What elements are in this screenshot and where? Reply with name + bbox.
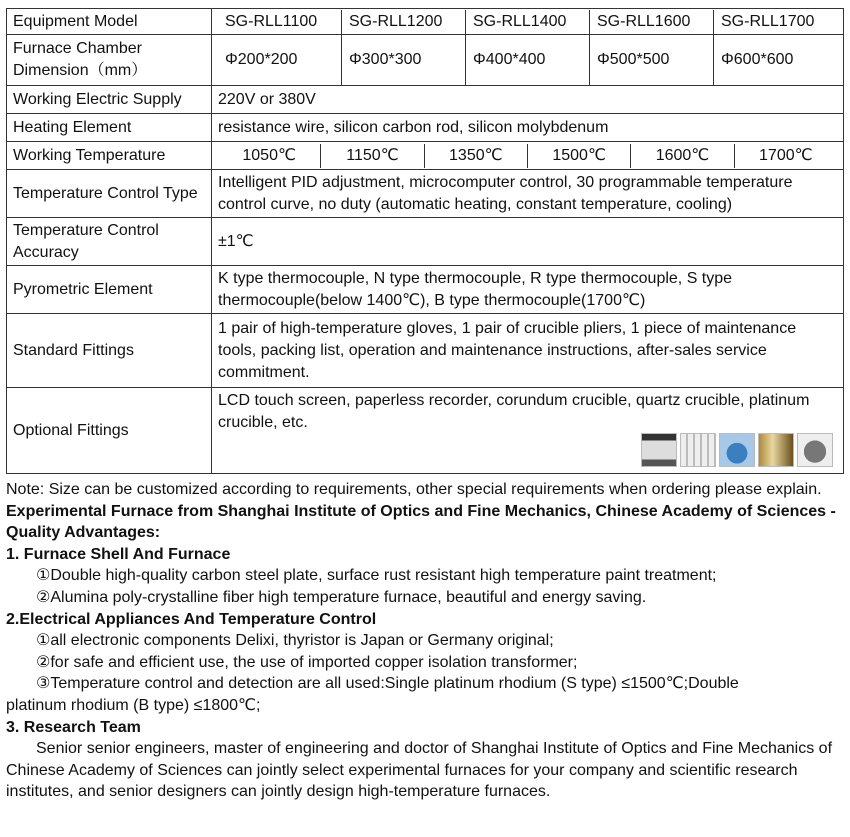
row-value: resistance wire, silicon carbon rod, silicon molybdenum (212, 114, 844, 142)
section-heading: Experimental Furnace from Shanghai Institute of Optics and Fine Mechanics, Chinese Academy of Sciences - Quality Advantages: (6, 502, 836, 542)
model-cell: SG-RLL1400 (465, 10, 589, 34)
row-value: 1 pair of high-temperature gloves, 1 pair of crucible pliers, 1 piece of maintenance tools, packing list, operation and maintenance instructions, after-sales service commitment. (212, 314, 844, 388)
table-row (7, 9, 844, 35)
temperature-cell: 1500℃ (527, 144, 630, 168)
row-value: 220V or 380V (212, 86, 844, 114)
chamber-cells (212, 35, 844, 86)
model-cell: SG-RLL1200 (341, 10, 465, 34)
section-title: 3. Research Team (6, 718, 141, 736)
note-text: Note: Size can be customized according to requirements, other special requirements when ordering please explain. (6, 481, 822, 498)
model-cells (212, 9, 844, 35)
list-item: ③Temperature control and detection are all used:Single platinum rhodium (S type) ≤1500℃;Double (36, 675, 739, 693)
chamber-cell: Φ500*500 (589, 35, 713, 85)
row-label: Temperature Control Accuracy (7, 218, 212, 266)
description (6, 479, 844, 803)
model-cell: SG-RLL1700 (713, 10, 837, 34)
optional-fittings-cell (212, 388, 844, 474)
chamber-cell: Φ400*400 (465, 35, 589, 85)
model-cell: SG-RLL1100 (225, 12, 318, 30)
crucible-image (680, 433, 716, 467)
row-label: Temperature Control Type (7, 170, 212, 218)
temperature-cell: 1050℃ (242, 146, 296, 164)
list-item-continued: platinum rhodium (B type) ≤1800℃; (6, 696, 261, 714)
chamber-cell: Φ300*300 (341, 35, 465, 85)
table-row (7, 35, 844, 86)
table-row (7, 86, 844, 114)
table-row (7, 218, 844, 266)
spec-table (6, 8, 844, 474)
row-label: Heating Element (7, 114, 212, 142)
list-item: ①all electronic components Delixi, thyristor is Japan or Germany original; (36, 632, 554, 650)
list-item: ②Alumina poly-crystalline fiber high temperature furnace, beautiful and energy saving. (36, 588, 647, 606)
corundum-crucible-image (758, 433, 794, 467)
table-row (7, 142, 844, 170)
row-label: Working Temperature (7, 142, 212, 170)
lcd-screen-image (641, 433, 677, 467)
table-row (7, 314, 844, 388)
quartz-crucible-image (719, 433, 755, 467)
list-item: ②for safe and efficient use, the use of imported copper isolation transformer; (36, 653, 578, 671)
chamber-cell: Φ200*200 (225, 51, 298, 68)
temperature-cell: 1350℃ (424, 144, 527, 168)
row-value: Intelligent PID adjustment, microcomputer control, 30 programmable temperature control curve, no duty (automatic heating, constant temperature, cooling) (212, 170, 844, 218)
section-title: 1. Furnace Shell And Furnace (6, 545, 231, 563)
temperature-cells (212, 142, 844, 170)
row-label: Working Electric Supply (7, 86, 212, 114)
row-label: Optional Fittings (7, 388, 212, 474)
table-row (7, 266, 844, 314)
table-row (7, 114, 844, 142)
row-label: Standard Fittings (7, 314, 212, 388)
chamber-cell: Φ600*600 (713, 35, 837, 85)
row-value: K type thermocouple, N type thermocouple, R type thermocouple, S type thermocouple(below 1400℃), B type thermocouple(1700℃) (212, 266, 844, 314)
table-row (7, 170, 844, 218)
temperature-cell: 1700℃ (734, 144, 837, 168)
model-cell: SG-RLL1600 (589, 10, 713, 34)
table-row (7, 388, 844, 474)
row-label: Equipment Model (7, 9, 212, 35)
row-value: ±1℃ (212, 218, 844, 266)
row-value: LCD touch screen, paperless recorder, corundum crucible, quartz crucible, platinum crucible, etc. (218, 392, 810, 431)
section-title: 2.Electrical Appliances And Temperature Control (6, 610, 377, 628)
row-label: Pyrometric Element (7, 266, 212, 314)
temperature-cell: 1600℃ (630, 144, 733, 168)
product-thumbnails (641, 433, 833, 467)
platinum-crucible-image (797, 433, 833, 467)
temperature-cell: 1150℃ (320, 144, 423, 168)
row-label: Furnace Chamber Dimension（mm） (7, 35, 212, 86)
paragraph: Senior senior engineers, master of engineering and doctor of Shanghai Institute of Optics and Fine Mechanics of Chinese Academy of Sciences can jointly select experimental furnaces for your company and scientific research institutes, and senior designers can jointly design high-temperature furnaces. (6, 740, 833, 801)
list-item: ①Double high-quality carbon steel plate, surface rust resistant high temperature paint treatment; (36, 567, 717, 585)
